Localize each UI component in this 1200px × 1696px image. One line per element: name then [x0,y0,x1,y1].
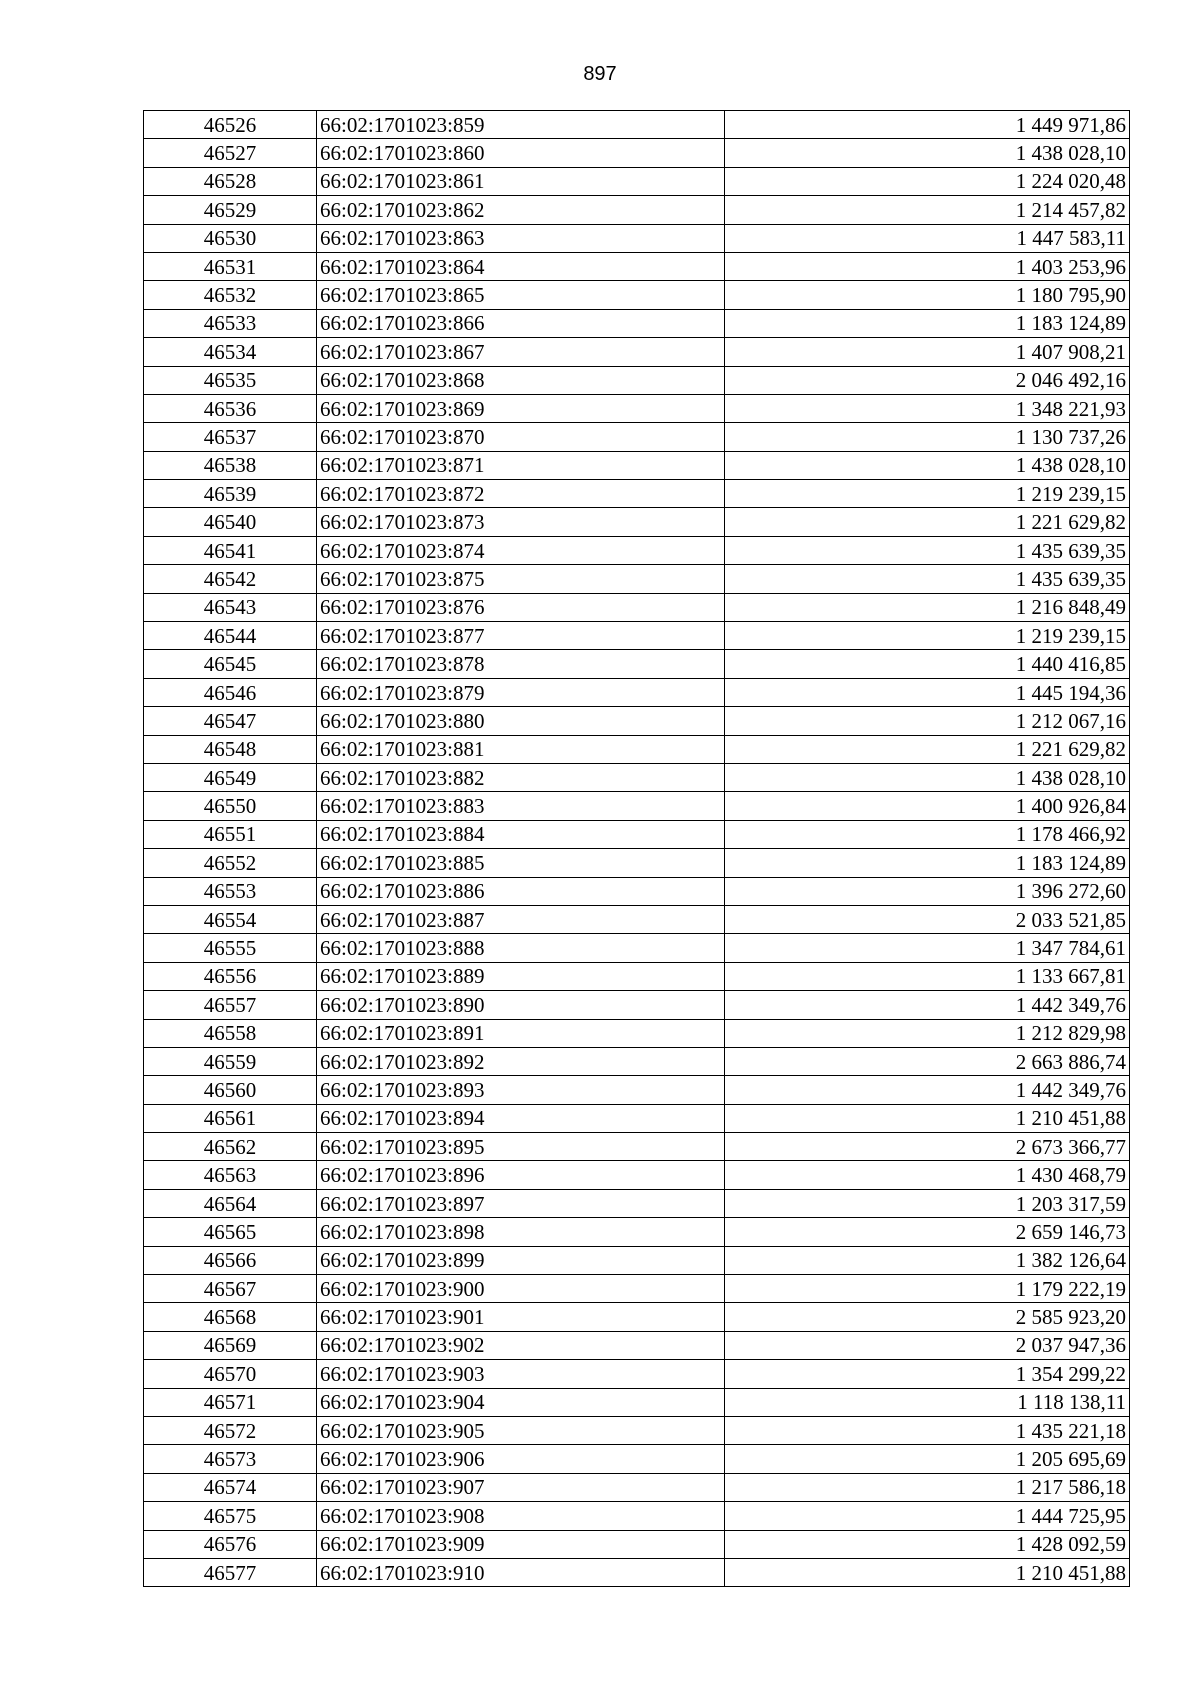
cadastral-number-cell: 66:02:1701023:879 [317,678,725,706]
cadastral-value-cell: 1 214 457,82 [725,196,1130,224]
page-number: 897 [583,63,617,85]
cadastral-number-cell: 66:02:1701023:887 [317,905,725,933]
cadastral-value-cell: 1 438 028,10 [725,139,1130,167]
cadastral-value-cell: 1 130 737,26 [725,423,1130,451]
row-number-cell: 46531 [144,252,317,280]
table-row [144,905,1130,933]
table-row [144,877,1130,905]
table-row [144,1104,1130,1132]
table-row [144,1331,1130,1359]
cadastral-number-cell: 66:02:1701023:870 [317,423,725,451]
row-number-cell: 46573 [144,1445,317,1473]
cadastral-value-cell: 1 179 222,19 [725,1275,1130,1303]
row-number-cell: 46570 [144,1360,317,1388]
row-number-cell: 46529 [144,196,317,224]
cadastral-number-cell: 66:02:1701023:905 [317,1416,725,1444]
table-body [144,111,1130,1587]
cadastral-value-cell: 1 348 221,93 [725,394,1130,422]
cadastral-value-cell: 1 221 629,82 [725,508,1130,536]
cadastral-number-cell: 66:02:1701023:906 [317,1445,725,1473]
table-row [144,508,1130,536]
cadastral-value-cell: 1 180 795,90 [725,281,1130,309]
cadastral-value-cell: 1 212 829,98 [725,1019,1130,1047]
row-number-cell: 46532 [144,281,317,309]
row-number-cell: 46530 [144,224,317,252]
cadastral-number-cell: 66:02:1701023:880 [317,707,725,735]
table-row [144,934,1130,962]
cadastral-number-cell: 66:02:1701023:876 [317,593,725,621]
cadastral-number-cell: 66:02:1701023:877 [317,622,725,650]
row-number-cell: 46542 [144,565,317,593]
cadastral-value-cell: 1 203 317,59 [725,1189,1130,1217]
row-number-cell: 46537 [144,423,317,451]
cadastral-value-cell: 1 449 971,86 [725,111,1130,139]
cadastral-number-cell: 66:02:1701023:881 [317,735,725,763]
table-row [144,962,1130,990]
cadastral-number-cell: 66:02:1701023:888 [317,934,725,962]
table-row [144,224,1130,252]
table-row [144,451,1130,479]
table-row [144,1246,1130,1274]
cadastral-number-cell: 66:02:1701023:891 [317,1019,725,1047]
cadastral-value-cell: 1 219 239,15 [725,622,1130,650]
table-row [144,1076,1130,1104]
row-number-cell: 46557 [144,991,317,1019]
cadastral-value-cell: 1 447 583,11 [725,224,1130,252]
cadastral-value-cell: 1 210 451,88 [725,1104,1130,1132]
cadastral-value-cell: 1 216 848,49 [725,593,1130,621]
cadastral-value-cell: 2 033 521,85 [725,905,1130,933]
table-row [144,1530,1130,1558]
table-row [144,1502,1130,1530]
table-row [144,1558,1130,1586]
cadastral-value-cell: 1 435 639,35 [725,565,1130,593]
cadastral-value-cell: 2 585 923,20 [725,1303,1130,1331]
table-row [144,1218,1130,1246]
cadastral-value-cell: 1 442 349,76 [725,991,1130,1019]
table-row [144,1388,1130,1416]
row-number-cell: 46546 [144,678,317,706]
row-number-cell: 46561 [144,1104,317,1132]
cadastral-value-cell: 1 217 586,18 [725,1473,1130,1501]
row-number-cell: 46544 [144,622,317,650]
table-row [144,622,1130,650]
cadastral-number-cell: 66:02:1701023:878 [317,650,725,678]
cadastral-number-cell: 66:02:1701023:910 [317,1558,725,1586]
cadastral-value-cell: 1 440 416,85 [725,650,1130,678]
table-row [144,1445,1130,1473]
cadastral-value-cell: 2 659 146,73 [725,1218,1130,1246]
table-row [144,366,1130,394]
cadastral-value-cell: 1 212 067,16 [725,707,1130,735]
cadastral-number-cell: 66:02:1701023:882 [317,763,725,791]
row-number-cell: 46536 [144,394,317,422]
cadastral-number-cell: 66:02:1701023:885 [317,849,725,877]
cadastral-number-cell: 66:02:1701023:902 [317,1331,725,1359]
cadastral-value-cell: 1 403 253,96 [725,252,1130,280]
row-number-cell: 46543 [144,593,317,621]
table-row [144,423,1130,451]
cadastral-number-cell: 66:02:1701023:897 [317,1189,725,1217]
table-row [144,1047,1130,1075]
table-row [144,394,1130,422]
cadastral-number-cell: 66:02:1701023:893 [317,1076,725,1104]
row-number-cell: 46560 [144,1076,317,1104]
cadastral-value-cell: 1 347 784,61 [725,934,1130,962]
cadastral-number-cell: 66:02:1701023:866 [317,309,725,337]
row-number-cell: 46564 [144,1189,317,1217]
cadastral-number-cell: 66:02:1701023:873 [317,508,725,536]
table-row [144,196,1130,224]
table-row [144,678,1130,706]
cadastral-value-table [143,110,1130,1587]
cadastral-value-cell: 1 445 194,36 [725,678,1130,706]
table-row [144,1133,1130,1161]
table-row [144,338,1130,366]
cadastral-number-cell: 66:02:1701023:904 [317,1388,725,1416]
table-row [144,763,1130,791]
table-row [144,252,1130,280]
row-number-cell: 46559 [144,1047,317,1075]
cadastral-number-cell: 66:02:1701023:872 [317,480,725,508]
cadastral-number-cell: 66:02:1701023:865 [317,281,725,309]
row-number-cell: 46565 [144,1218,317,1246]
row-number-cell: 46545 [144,650,317,678]
table-row [144,1473,1130,1501]
table-row [144,309,1130,337]
cadastral-value-cell: 1 133 667,81 [725,962,1130,990]
cadastral-value-cell: 1 438 028,10 [725,763,1130,791]
cadastral-value-cell: 1 224 020,48 [725,167,1130,195]
row-number-cell: 46566 [144,1246,317,1274]
table-row [144,167,1130,195]
table-row [144,1303,1130,1331]
cadastral-number-cell: 66:02:1701023:868 [317,366,725,394]
row-number-cell: 46550 [144,792,317,820]
cadastral-number-cell: 66:02:1701023:862 [317,196,725,224]
cadastral-value-cell: 1 442 349,76 [725,1076,1130,1104]
row-number-cell: 46567 [144,1275,317,1303]
table-row [144,1416,1130,1444]
cadastral-number-cell: 66:02:1701023:898 [317,1218,725,1246]
cadastral-value-cell: 1 178 466,92 [725,820,1130,848]
cadastral-value-cell: 1 444 725,95 [725,1502,1130,1530]
row-number-cell: 46568 [144,1303,317,1331]
cadastral-value-cell: 2 046 492,16 [725,366,1130,394]
cadastral-number-cell: 66:02:1701023:860 [317,139,725,167]
row-number-cell: 46571 [144,1388,317,1416]
cadastral-value-cell: 1 221 629,82 [725,735,1130,763]
cadastral-value-cell: 2 673 366,77 [725,1133,1130,1161]
cadastral-number-cell: 66:02:1701023:886 [317,877,725,905]
cadastral-value-cell: 2 037 947,36 [725,1331,1130,1359]
row-number-cell: 46574 [144,1473,317,1501]
cadastral-number-cell: 66:02:1701023:883 [317,792,725,820]
cadastral-value-cell: 1 438 028,10 [725,451,1130,479]
row-number-cell: 46577 [144,1558,317,1586]
table-row [144,281,1130,309]
row-number-cell: 46533 [144,309,317,337]
table-row [144,1189,1130,1217]
table-row [144,820,1130,848]
row-number-cell: 46539 [144,480,317,508]
cadastral-value-cell: 1 396 272,60 [725,877,1130,905]
cadastral-number-cell: 66:02:1701023:907 [317,1473,725,1501]
row-number-cell: 46554 [144,905,317,933]
table-row [144,707,1130,735]
row-number-cell: 46551 [144,820,317,848]
cadastral-number-cell: 66:02:1701023:869 [317,394,725,422]
cadastral-value-cell: 1 205 695,69 [725,1445,1130,1473]
table-row [144,1161,1130,1189]
row-number-cell: 46569 [144,1331,317,1359]
row-number-cell: 46558 [144,1019,317,1047]
table-row [144,480,1130,508]
cadastral-number-cell: 66:02:1701023:900 [317,1275,725,1303]
row-number-cell: 46572 [144,1416,317,1444]
cadastral-value-cell: 1 118 138,11 [725,1388,1130,1416]
cadastral-number-cell: 66:02:1701023:896 [317,1161,725,1189]
cadastral-value-cell: 1 382 126,64 [725,1246,1130,1274]
table-row [144,111,1130,139]
cadastral-number-cell: 66:02:1701023:867 [317,338,725,366]
cadastral-value-cell: 1 354 299,22 [725,1360,1130,1388]
cadastral-number-cell: 66:02:1701023:895 [317,1133,725,1161]
row-number-cell: 46538 [144,451,317,479]
cadastral-number-cell: 66:02:1701023:864 [317,252,725,280]
row-number-cell: 46541 [144,536,317,564]
cadastral-value-cell: 1 219 239,15 [725,480,1130,508]
cadastral-value-cell: 1 430 468,79 [725,1161,1130,1189]
cadastral-number-cell: 66:02:1701023:874 [317,536,725,564]
cadastral-number-cell: 66:02:1701023:908 [317,1502,725,1530]
cadastral-number-cell: 66:02:1701023:863 [317,224,725,252]
cadastral-number-cell: 66:02:1701023:899 [317,1246,725,1274]
table-row [144,1019,1130,1047]
row-number-cell: 46575 [144,1502,317,1530]
row-number-cell: 46549 [144,763,317,791]
cadastral-value-cell: 1 435 639,35 [725,536,1130,564]
cadastral-number-cell: 66:02:1701023:884 [317,820,725,848]
row-number-cell: 46563 [144,1161,317,1189]
cadastral-value-cell: 2 663 886,74 [725,1047,1130,1075]
row-number-cell: 46547 [144,707,317,735]
row-number-cell: 46527 [144,139,317,167]
table-row [144,139,1130,167]
cadastral-number-cell: 66:02:1701023:894 [317,1104,725,1132]
cadastral-number-cell: 66:02:1701023:903 [317,1360,725,1388]
row-number-cell: 46552 [144,849,317,877]
table-row [144,593,1130,621]
cadastral-value-cell: 1 183 124,89 [725,849,1130,877]
row-number-cell: 46548 [144,735,317,763]
table-row [144,849,1130,877]
cadastral-number-cell: 66:02:1701023:890 [317,991,725,1019]
table-row [144,792,1130,820]
cadastral-value-cell: 1 435 221,18 [725,1416,1130,1444]
cadastral-number-cell: 66:02:1701023:861 [317,167,725,195]
row-number-cell: 46562 [144,1133,317,1161]
cadastral-value-cell: 1 407 908,21 [725,338,1130,366]
table-row [144,1360,1130,1388]
row-number-cell: 46555 [144,934,317,962]
cadastral-value-cell: 1 400 926,84 [725,792,1130,820]
cadastral-value-cell: 1 210 451,88 [725,1558,1130,1586]
cadastral-number-cell: 66:02:1701023:901 [317,1303,725,1331]
cadastral-number-cell: 66:02:1701023:909 [317,1530,725,1558]
row-number-cell: 46576 [144,1530,317,1558]
cadastral-number-cell: 66:02:1701023:871 [317,451,725,479]
table-row [144,735,1130,763]
row-number-cell: 46553 [144,877,317,905]
row-number-cell: 46540 [144,508,317,536]
cadastral-number-cell: 66:02:1701023:892 [317,1047,725,1075]
cadastral-value-cell: 1 428 092,59 [725,1530,1130,1558]
row-number-cell: 46556 [144,962,317,990]
row-number-cell: 46535 [144,366,317,394]
cadastral-number-cell: 66:02:1701023:889 [317,962,725,990]
table-row [144,650,1130,678]
row-number-cell: 46528 [144,167,317,195]
row-number-cell: 46534 [144,338,317,366]
row-number-cell: 46526 [144,111,317,139]
table-row [144,565,1130,593]
cadastral-number-cell: 66:02:1701023:859 [317,111,725,139]
cadastral-number-cell: 66:02:1701023:875 [317,565,725,593]
table-row [144,991,1130,1019]
cadastral-value-cell: 1 183 124,89 [725,309,1130,337]
table-row [144,1275,1130,1303]
table-row [144,536,1130,564]
